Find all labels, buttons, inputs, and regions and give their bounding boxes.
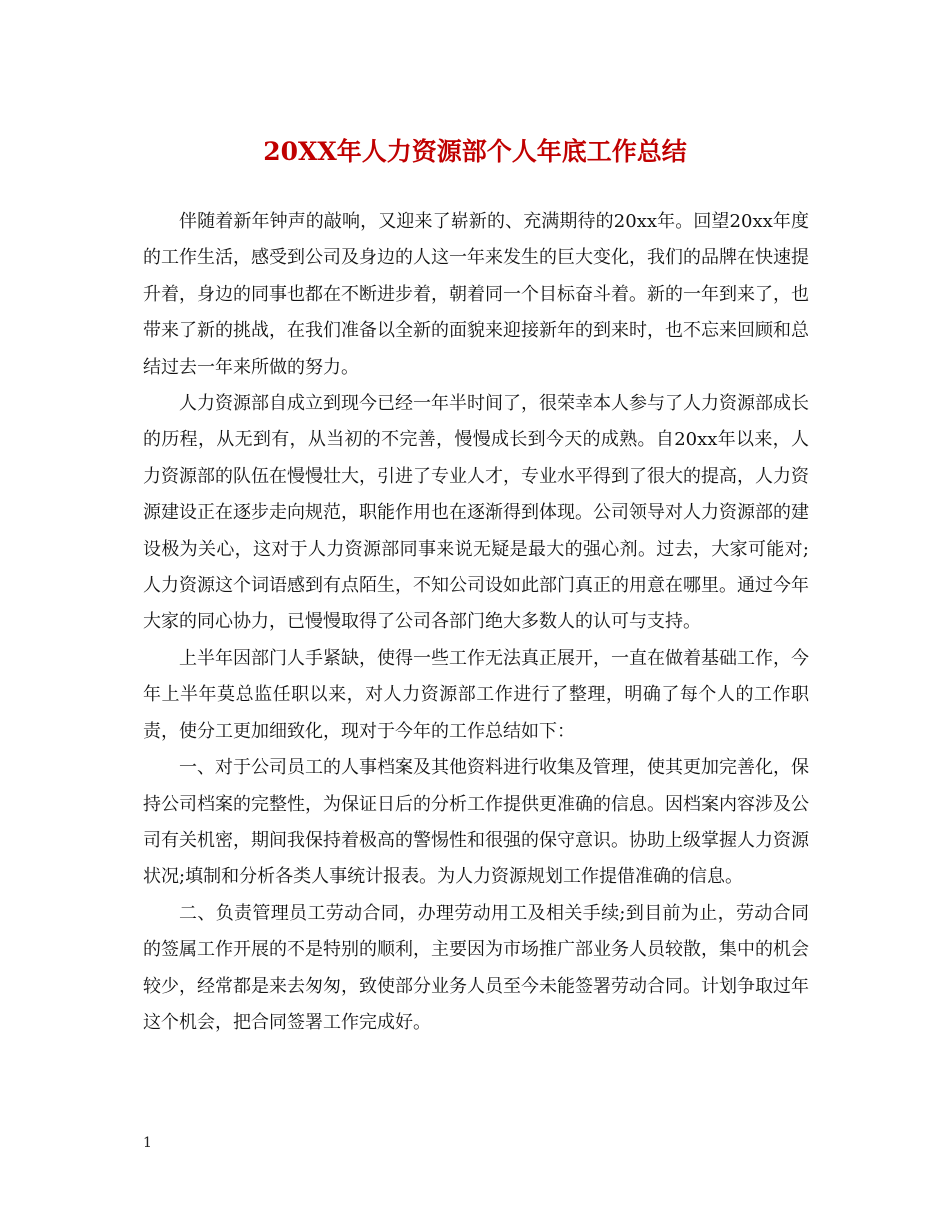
- paragraph-intro: 伴随着新年钟声的敲响，又迎来了崭新的、充满期待的20xx年。回望20xx年度的工作生活，感受到公司及身边的人这一年来发生的巨大变化，我们的品牌在快速提升着，身边的同事也都在不断进步着，朝着同一个目标奋斗着。新的一年到来了，也带来了新的挑战，在我们准备以全新的面貌来迎接新年的到来时，也不忘来回顾和总结过去一年来所做的努力。: [143, 211, 809, 378]
- paragraph-department-history: 人力资源部自成立到现今已经一年半时间了，很荣幸本人参与了人力资源部成长的历程，从无到有，从当初的不完善，慢慢成长到今天的成熟。自20xx年以来，人力资源部的队伍在慢慢壮大，引进了专业人才，专业水平得到了很大的提高，人力资源建设正在逐步走向规范，职能作用也在逐渐得到体现。公司领导对人力资源部的建设极为关心，这对于人力资源部同事来说无疑是最大的强心剂。过去，大家可能对;人力资源这个词语感到有点陌生，不知公司设如此部门真正的用意在哪里。通过今年大家的同心协力，已慢慢取得了公司各部门绝大多数人的认可与支持。: [143, 393, 809, 633]
- document-body: [143, 204, 809, 1041]
- paragraph-item-one-archives: 一、对于公司员工的人事档案及其他资料进行收集及管理，使其更加完善化，保持公司档案的完整性，为保证日后的分析工作提供更准确的信息。因档案内容涉及公司有关机密，期间我保持着极高的警惕性和很强的保守意识。协助上级掌握人力资源状况;填制和分析各类人事统计报表。为人力资源规划工作提借准确的信息。: [143, 757, 809, 888]
- document-title: 20XX年人力资源部个人年底工作总结: [263, 137, 687, 166]
- paragraph-first-half-year: 上半年因部门人手紧缺，使得一些工作无法真正展开，一直在做着基础工作，今年上半年莫总监任职以来，对人力资源部工作进行了整理，明确了每个人的工作职责，使分工更加细致化，现对于今年的工作总结如下：: [143, 647, 809, 742]
- page-number: 1: [143, 1135, 152, 1151]
- paragraph-item-two-contracts: 二、负责管理员工劳动合同，办理劳动用工及相关手续;到目前为止，劳动合同的签属工作开展的不是特别的顺利，主要因为市场推广部业务人员较散，集中的机会较少，经常都是来去匆匆，致使部分业务人员至今未能签署劳动合同。计划争取过年这个机会，把合同签署工作完成好。: [143, 902, 809, 1033]
